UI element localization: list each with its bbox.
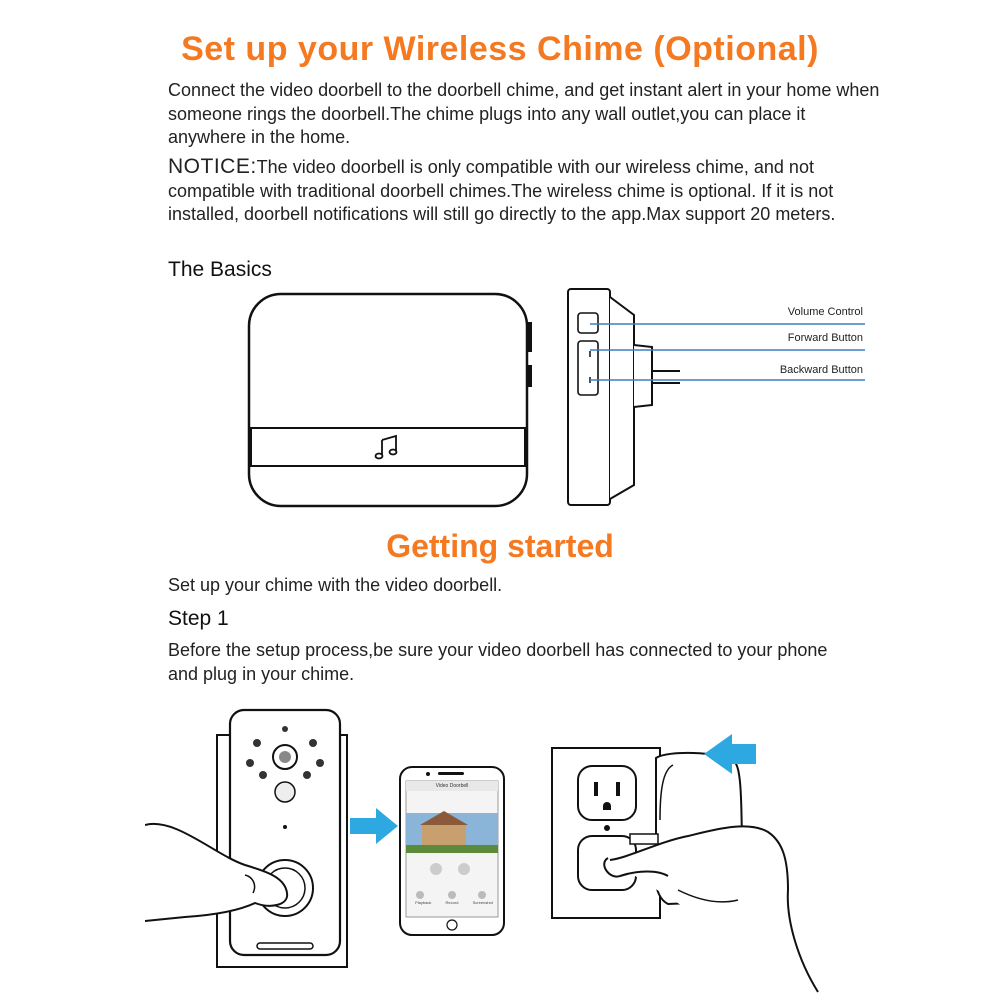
phone-screen-header: Video Doorbell [435, 783, 469, 789]
outlet-chime-illustration [548, 730, 860, 995]
getting-started-title: Getting started [386, 528, 614, 564]
page-title: Set up your Wireless Chime (Optional) [181, 30, 819, 68]
callout-volume-control: Volume Control [787, 306, 863, 318]
phone-label-screenshot: Screenshot [472, 900, 493, 905]
getting-started-intro: Set up your chime with the video doorbell. [168, 575, 503, 595]
intro-paragraph: Connect the video doorbell to the doorbell chime, and get instant alert in your home when someone rings the doorbell.The chime plugs into any wall outlet,you can place it anywhere in the home. [168, 80, 880, 147]
doorbell-hand-illustration [145, 705, 360, 975]
phone-label-playback: Playback [415, 900, 432, 905]
step1-heading: Step 1 [168, 607, 229, 630]
notice-label: NOTICE: [168, 155, 257, 178]
arrow-right-icon [350, 808, 398, 844]
phone-label-record: Record [445, 900, 459, 905]
step1-text: Before the setup process,be sure your video doorbell has connected to your phone and plug in your chime. [168, 640, 828, 684]
phone-bottom-labels [408, 900, 500, 905]
notice-paragraph [168, 155, 888, 227]
chime-front-illustration [245, 290, 535, 510]
callout-forward-button: Forward Button [787, 332, 863, 344]
phone-illustration [398, 765, 506, 937]
callout-backward-button: Backward Button [779, 364, 863, 376]
notice-text: The video doorbell is only compatible with our wireless chime, and not compatible with traditional doorbell chimes.The wireless chime is optional. If it is not installed, doorbell notifications will still go directly to the app.Max support 20 meters. [168, 157, 836, 224]
basics-heading: The Basics [168, 258, 272, 281]
